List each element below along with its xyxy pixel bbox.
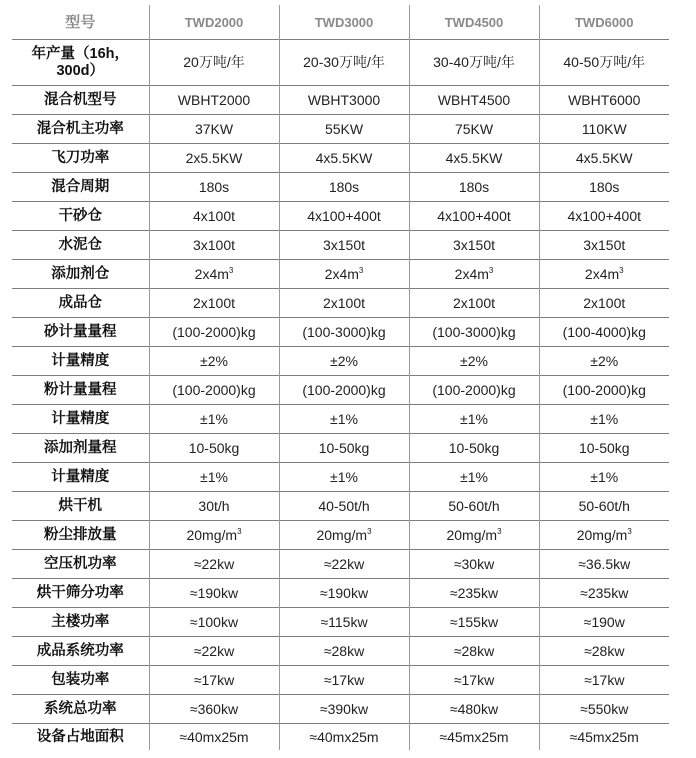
spec-value: 2x100t	[583, 294, 626, 311]
spec-cell	[409, 724, 539, 751]
spec-cell	[279, 289, 409, 318]
row-label: 成品仓	[12, 289, 149, 318]
spec-cell	[409, 579, 539, 608]
row-label: 干砂仓	[12, 202, 149, 231]
spec-value: ±1%	[590, 468, 619, 485]
spec-value: 180s	[589, 178, 620, 195]
spec-value: ≈17kw	[193, 671, 235, 688]
table-row	[12, 202, 669, 231]
spec-value: 20mg/m	[186, 526, 238, 543]
table-row	[12, 289, 669, 318]
spec-cell	[279, 318, 409, 347]
row-label: 设备占地面积	[12, 724, 149, 751]
spec-cell	[149, 666, 279, 695]
spec-value: 20mg/m	[446, 526, 498, 543]
spec-cell	[149, 144, 279, 173]
spec-value: 37KW	[194, 120, 234, 137]
spec-value: 180s	[458, 178, 490, 195]
spec-cell	[149, 115, 279, 144]
spec-cell	[409, 405, 539, 434]
row-label: 包装功率	[12, 666, 149, 695]
spec-value: 40-50t/h	[318, 497, 370, 514]
spec-cell	[409, 347, 539, 376]
spec-cell	[149, 405, 279, 434]
spec-cell	[409, 550, 539, 579]
spec-value: ≈22kw	[193, 642, 235, 659]
spec-value: ≈40mx25m	[309, 728, 379, 745]
row-label: 混合机主功率	[12, 115, 149, 144]
spec-cell	[409, 144, 539, 173]
model-header: TWD4500	[409, 5, 539, 40]
spec-value: 10-50kg	[448, 439, 500, 456]
spec-cell	[409, 40, 539, 86]
spec-cell	[279, 608, 409, 637]
spec-cell	[279, 376, 409, 405]
spec-value: ≈22kw	[193, 555, 235, 572]
row-label	[12, 40, 149, 86]
spec-cell	[539, 115, 669, 144]
spec-value: WBHT3000	[307, 91, 381, 108]
spec-value: (100-2000)kg	[562, 381, 646, 398]
spec-value: ≈30kw	[453, 555, 495, 572]
spec-cell	[149, 376, 279, 405]
spec-cell	[409, 521, 539, 550]
spec-cell	[539, 347, 669, 376]
spec-value: 55KW	[324, 120, 364, 137]
row-label: 空压机功率	[12, 550, 149, 579]
spec-value: (100-2000)kg	[172, 381, 256, 398]
model-header: TWD2000	[149, 5, 279, 40]
spec-cell	[539, 173, 669, 202]
spec-value: ≈22kw	[323, 555, 365, 572]
spec-cell	[279, 695, 409, 724]
spec-cell	[409, 115, 539, 144]
spec-cell	[409, 231, 539, 260]
spec-value: 3x150t	[583, 236, 626, 253]
table-row	[12, 608, 669, 637]
spec-cell	[279, 173, 409, 202]
spec-value: 4x5.5KW	[575, 149, 633, 166]
row-label: 添加剂仓	[12, 260, 149, 289]
table-row	[12, 260, 669, 289]
row-label: 飞刀功率	[12, 144, 149, 173]
spec-cell	[149, 550, 279, 579]
table-row	[12, 231, 669, 260]
spec-value: WBHT6000	[568, 91, 641, 108]
spec-cell	[539, 260, 669, 289]
spec-cell	[539, 434, 669, 463]
unit-superscript: 3	[237, 526, 242, 536]
spec-value: 2x4m	[454, 265, 489, 282]
spec-cell	[539, 550, 669, 579]
spec-cell	[279, 579, 409, 608]
spec-value: 50-60t/h	[448, 497, 500, 514]
spec-value: ≈45mx25m	[569, 728, 639, 745]
spec-value: 20mg/m	[576, 526, 628, 543]
spec-cell	[149, 521, 279, 550]
spec-value: 2x4m	[324, 265, 359, 282]
row-label: 水泥仓	[12, 231, 149, 260]
spec-value: 20万吨/年	[183, 54, 245, 70]
unit-superscript: 3	[358, 265, 364, 275]
spec-cell	[409, 202, 539, 231]
spec-value: ≈155kw	[449, 613, 499, 630]
spec-value: 2x100t	[322, 294, 366, 311]
spec-cell	[409, 463, 539, 492]
row-label: 计量精度	[12, 347, 149, 376]
spec-table	[12, 5, 669, 750]
table-row	[12, 434, 669, 463]
spec-cell	[539, 463, 669, 492]
unit-superscript: 3	[228, 265, 234, 275]
spec-cell	[409, 434, 539, 463]
spec-value: 3x100t	[192, 236, 236, 253]
spec-cell	[149, 608, 279, 637]
spec-value: ≈360kw	[189, 700, 239, 717]
table-row	[12, 637, 669, 666]
table-row	[12, 579, 669, 608]
spec-value: ±1%	[330, 468, 358, 485]
table-row	[12, 405, 669, 434]
header-row	[12, 5, 669, 40]
table-row	[12, 347, 669, 376]
spec-value: 10-50kg	[318, 439, 370, 456]
spec-cell	[539, 202, 669, 231]
spec-value: ±1%	[590, 410, 619, 427]
spec-value: 75KW	[454, 120, 494, 137]
spec-value: ≈190kw	[319, 584, 369, 601]
spec-cell	[539, 231, 669, 260]
spec-cell	[539, 579, 669, 608]
unit-superscript: 3	[619, 265, 624, 275]
table-row	[12, 550, 669, 579]
spec-value: (100-2000)kg	[432, 381, 516, 398]
row-label: 系统总功率	[12, 695, 149, 724]
spec-cell	[539, 318, 669, 347]
spec-value: 180s	[198, 178, 230, 195]
spec-value: 4x5.5KW	[445, 149, 503, 166]
spec-value: ≈40mx25m	[179, 728, 249, 745]
spec-value: ±2%	[200, 352, 228, 369]
spec-cell	[539, 666, 669, 695]
spec-value: 3x150t	[322, 236, 366, 253]
model-header: TWD3000	[279, 5, 409, 40]
spec-value: 10-50kg	[578, 439, 630, 456]
spec-cell	[539, 144, 669, 173]
spec-cell	[279, 405, 409, 434]
spec-value: 20-30万吨/年	[303, 54, 385, 70]
spec-value: WBHT4500	[437, 91, 511, 108]
spec-value: ±1%	[200, 468, 228, 485]
spec-cell	[279, 347, 409, 376]
spec-cell	[539, 405, 669, 434]
spec-value: 4x5.5KW	[315, 149, 373, 166]
spec-value: (100-4000)kg	[562, 323, 646, 340]
table-row	[12, 666, 669, 695]
table-row	[12, 115, 669, 144]
spec-cell	[149, 318, 279, 347]
table-row	[12, 86, 669, 115]
spec-value: 30t/h	[198, 497, 230, 514]
unit-superscript: 3	[367, 526, 372, 536]
spec-cell	[409, 289, 539, 318]
spec-value: (100-2000)kg	[302, 381, 386, 398]
spec-value: 4x100t	[192, 207, 236, 224]
spec-cell	[279, 40, 409, 86]
row-label: 成品系统功率	[12, 637, 149, 666]
spec-value: ≈28kw	[453, 642, 495, 659]
spec-value: ≈100kw	[189, 613, 239, 630]
spec-cell	[409, 637, 539, 666]
spec-cell	[539, 724, 669, 751]
spec-cell	[149, 434, 279, 463]
spec-value: ≈390kw	[319, 700, 369, 717]
spec-cell	[149, 260, 279, 289]
spec-cell	[409, 376, 539, 405]
table-row	[12, 173, 669, 202]
spec-cell	[409, 173, 539, 202]
spec-cell	[539, 637, 669, 666]
spec-cell	[149, 231, 279, 260]
unit-superscript: 3	[488, 265, 494, 275]
spec-cell	[279, 202, 409, 231]
spec-cell	[539, 40, 669, 86]
row-label: 混合周期	[12, 173, 149, 202]
row-label: 烘干筛分功率	[12, 579, 149, 608]
row-label: 粉计量量程	[12, 376, 149, 405]
table-row	[12, 376, 669, 405]
spec-value: (100-3000)kg	[302, 323, 386, 340]
spec-value: ≈190w	[583, 613, 625, 630]
spec-value: ≈235kw	[580, 584, 629, 601]
spec-value: ≈17kw	[323, 671, 365, 688]
row-label: 混合机型号	[12, 86, 149, 115]
table-row	[12, 724, 669, 751]
table-row	[12, 695, 669, 724]
spec-cell	[409, 695, 539, 724]
spec-cell	[279, 86, 409, 115]
spec-cell	[409, 492, 539, 521]
spec-value: (100-3000)kg	[432, 323, 516, 340]
spec-cell	[149, 579, 279, 608]
spec-value: 20mg/m	[316, 526, 368, 543]
spec-cell	[149, 637, 279, 666]
spec-cell	[279, 521, 409, 550]
spec-value: ±1%	[330, 410, 358, 427]
spec-cell	[279, 144, 409, 173]
spec-value: 40-50万吨/年	[563, 54, 646, 70]
header-label: 型号	[65, 13, 96, 31]
spec-value: 4x100+400t	[437, 207, 511, 224]
spec-cell	[149, 202, 279, 231]
spec-cell	[279, 115, 409, 144]
spec-cell	[279, 550, 409, 579]
table-row	[12, 318, 669, 347]
row-label: 砂计量量程	[12, 318, 149, 347]
spec-value: ≈235kw	[449, 584, 499, 601]
spec-cell	[149, 463, 279, 492]
row-label: 主楼功率	[12, 608, 149, 637]
spec-value: WBHT2000	[177, 91, 251, 108]
spec-value: ≈17kw	[584, 671, 625, 688]
spec-value: 180s	[328, 178, 360, 195]
spec-cell	[279, 231, 409, 260]
spec-value: 2x100t	[452, 294, 496, 311]
spec-value: ≈115kw	[320, 613, 368, 630]
spec-value: ±2%	[460, 352, 488, 369]
spec-value: ±1%	[460, 410, 488, 427]
spec-cell	[409, 260, 539, 289]
spec-value: 2x4m	[584, 265, 620, 282]
spec-cell	[149, 173, 279, 202]
spec-value: 50-60t/h	[578, 497, 630, 514]
spec-cell	[539, 695, 669, 724]
row-label-line: 300d）	[56, 62, 105, 79]
spec-value: ±1%	[460, 468, 488, 485]
spec-cell	[539, 376, 669, 405]
table-row	[12, 492, 669, 521]
spec-cell	[409, 318, 539, 347]
table-row	[12, 463, 669, 492]
spec-cell	[149, 724, 279, 751]
spec-value: 4x100+400t	[307, 207, 381, 224]
spec-value: ≈480kw	[449, 700, 499, 717]
table-row	[12, 521, 669, 550]
spec-value: 2x4m	[194, 265, 229, 282]
spec-cell	[539, 521, 669, 550]
spec-cell	[149, 695, 279, 724]
spec-cell	[149, 86, 279, 115]
spec-cell	[149, 40, 279, 86]
row-label: 烘干机	[12, 492, 149, 521]
spec-value: ≈550kw	[580, 700, 629, 717]
row-label: 粉尘排放量	[12, 521, 149, 550]
spec-cell	[279, 463, 409, 492]
model-header: TWD6000	[539, 5, 669, 40]
spec-value: 30-40万吨/年	[433, 54, 515, 70]
spec-cell	[279, 666, 409, 695]
row-label: 添加剂量程	[12, 434, 149, 463]
table-row	[12, 144, 669, 173]
spec-cell	[279, 637, 409, 666]
spec-cell	[539, 492, 669, 521]
spec-value: ±1%	[200, 410, 228, 427]
spec-value: 3x150t	[452, 236, 496, 253]
spec-cell	[149, 492, 279, 521]
spec-value: ±2%	[330, 352, 358, 369]
spec-cell	[409, 608, 539, 637]
unit-superscript: 3	[627, 526, 632, 536]
spec-value: 110KW	[581, 120, 627, 137]
spec-value: ≈28kw	[584, 642, 625, 659]
spec-value: 2x100t	[192, 294, 236, 311]
spec-value: ±2%	[590, 352, 619, 369]
unit-superscript: 3	[497, 526, 502, 536]
row-label-line: 年产量（16h，	[31, 45, 129, 62]
spec-value: 2x5.5KW	[185, 149, 243, 166]
spec-cell	[539, 289, 669, 318]
spec-value: ≈36.5kw	[578, 555, 631, 572]
spec-cell	[539, 86, 669, 115]
spec-value: (100-2000)kg	[172, 323, 256, 340]
table-row	[12, 40, 669, 86]
spec-value: ≈45mx25m	[439, 728, 509, 745]
spec-value: ≈17kw	[453, 671, 495, 688]
spec-cell	[409, 666, 539, 695]
spec-value: 10-50kg	[188, 439, 240, 456]
spec-cell	[409, 86, 539, 115]
spec-cell	[539, 608, 669, 637]
spec-cell	[279, 434, 409, 463]
spec-cell	[279, 492, 409, 521]
spec-value: ≈190kw	[189, 584, 239, 601]
spec-cell	[149, 347, 279, 376]
row-label: 计量精度	[12, 405, 149, 434]
spec-value: ≈28kw	[323, 642, 365, 659]
row-label: 计量精度	[12, 463, 149, 492]
spec-cell	[279, 260, 409, 289]
spec-cell	[279, 724, 409, 751]
spec-cell	[149, 289, 279, 318]
spec-value: 4x100+400t	[567, 207, 642, 224]
